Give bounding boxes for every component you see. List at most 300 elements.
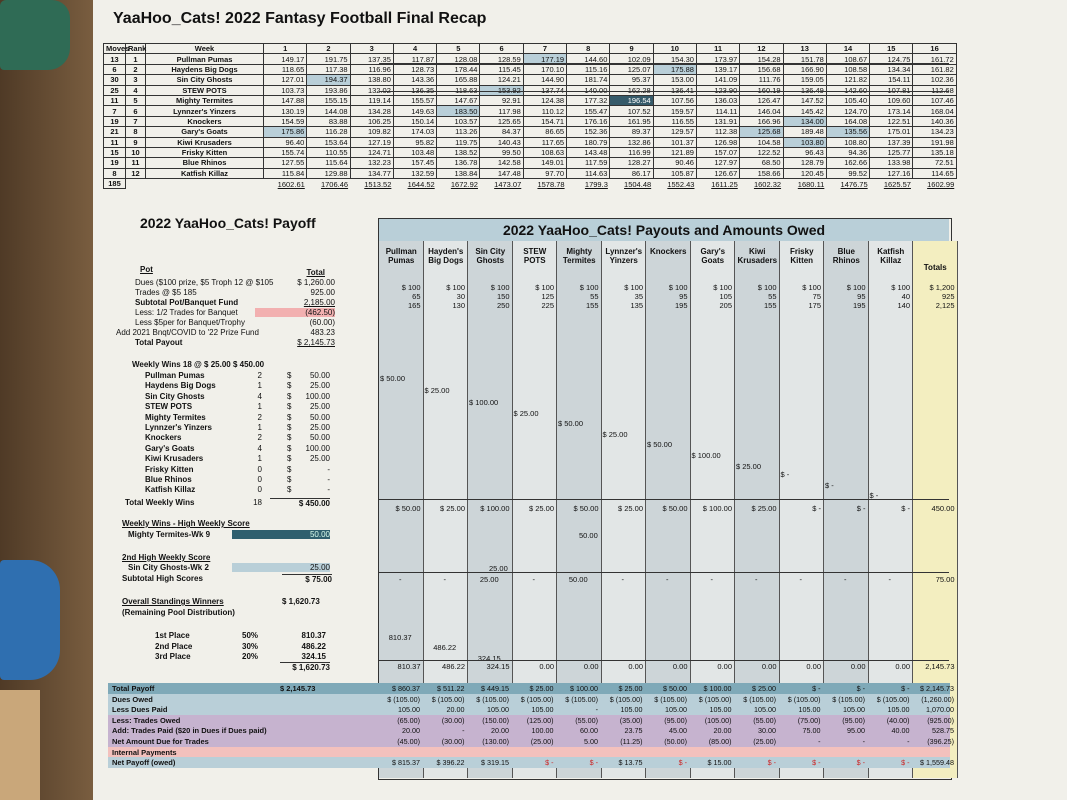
grid-cell: $ 100 (802, 283, 821, 292)
grid-rule (379, 572, 949, 573)
table-cell: 112.68 (913, 85, 956, 95)
grid-cell: - (710, 575, 713, 584)
summary-cell: (105.00) (704, 715, 732, 725)
table-cell: 121.82 (826, 75, 869, 85)
table-cell: 131.91 (696, 116, 739, 126)
table-cell: 144.90 (523, 75, 566, 85)
header-cell: 12 (740, 44, 783, 54)
text-line: $ 1,620.73 (280, 662, 330, 672)
header-cell: 16 (913, 44, 956, 54)
text-line: Subtotal High Scores (122, 574, 203, 583)
total-cell: 1799.3 (567, 179, 610, 189)
grid-cell: 30 (456, 292, 465, 301)
text-line: 25.00 (309, 423, 330, 432)
summary-cell: $ 1,559.48 (920, 758, 954, 768)
table-cell: 117.98 (480, 106, 523, 116)
table-cell: 141.09 (696, 75, 739, 85)
column-header: Sin City Ghosts (475, 247, 506, 265)
table-cell: 138.80 (350, 75, 393, 85)
total-cell: 1644.52 (393, 179, 436, 189)
table-row (104, 116, 957, 126)
text-line: Frisky Kitten (145, 464, 194, 474)
summary-cell: 105.00 (798, 705, 821, 715)
grid-cell: 50.00 (579, 531, 598, 540)
table-cell: 144.60 (567, 54, 610, 64)
summary-cell: 5.00 (584, 737, 598, 746)
table-cell: 122.51 (870, 116, 913, 126)
column-header: Mighty Termites (562, 247, 596, 265)
text-line: 2nd High Weekly Score (122, 553, 211, 562)
table-cell: 193.86 (307, 85, 350, 95)
text-line: 2 (257, 433, 262, 443)
text-line: Weekly Wins 18 @ $ 25.00 $ 450.00 (132, 360, 265, 369)
table-cell: 153.92 (480, 85, 523, 95)
table-cell: 96.40 (264, 137, 307, 147)
text-line: Sin City Ghosts (145, 391, 205, 401)
table-cell: 196.54 (610, 95, 653, 105)
summary-label: Less Dues Paid (112, 705, 168, 715)
table-cell: 162.66 (826, 158, 869, 168)
grid-cell: 95 (679, 292, 688, 301)
table-cell: 117.65 (523, 137, 566, 147)
summary-cell: $ 25.00 (752, 684, 776, 693)
total-cell: 1602.99 (913, 179, 956, 189)
table-cell: 138.52 (437, 147, 480, 157)
table-cell: 127.97 (696, 158, 739, 168)
summary-cell: 105.00 (487, 705, 509, 715)
table-cell: 109.82 (350, 127, 393, 137)
table-cell: 134.34 (870, 64, 913, 74)
total-cell: 1504.48 (610, 179, 653, 189)
table-cell: 155.57 (393, 95, 436, 105)
summary-cell: $ (105.00) (787, 694, 821, 704)
table-cell: 159.57 (653, 106, 696, 116)
summary-cell: $ - (812, 684, 821, 693)
summary-band (108, 747, 950, 758)
table-cell: 133.98 (870, 158, 913, 168)
table-cell: 7 (126, 116, 146, 126)
text-line: Pot (140, 265, 153, 274)
text-line: - (327, 485, 330, 495)
grid-cell: 324.15 (477, 654, 501, 663)
table-cell: 134.28 (350, 106, 393, 116)
total-payoff-amount: $ 2,145.73 (280, 684, 316, 693)
text-line: 50.00 (232, 530, 330, 539)
summary-cell: $ 25.00 (618, 684, 643, 693)
header-cell: 14 (826, 44, 869, 54)
table-cell: 194.37 (307, 75, 350, 85)
table-cell: 115.84 (264, 168, 307, 178)
text-line: 4 (257, 391, 262, 401)
grid-cell: $ 25.00 (602, 430, 628, 439)
text-line: STEW POTS (145, 402, 193, 412)
table-cell: 110.12 (523, 106, 566, 116)
table-cell: 155.15 (307, 95, 350, 105)
text-line: 100.00 (305, 443, 330, 453)
grid-cell: $ 100 (490, 283, 510, 292)
grid-cell: 195 (674, 301, 688, 310)
text-line: $ (287, 454, 292, 464)
text-line: $ (287, 371, 292, 380)
table-cell: 126.67 (696, 168, 739, 178)
summary-cell: 95.00 (847, 726, 865, 736)
puzzle-piece-blue (0, 560, 60, 680)
text-line: $ 75.00 (282, 574, 332, 584)
summary-cell: 105.00 (398, 705, 420, 715)
table-cell: 175.88 (653, 64, 696, 74)
table-cell: 146.04 (740, 106, 783, 116)
table-cell: 13 (104, 54, 126, 64)
summary-cell: $ - (901, 684, 910, 693)
grid-cell: 324.15 (486, 662, 510, 671)
desk-background (0, 0, 95, 800)
table-cell: 92.91 (480, 95, 523, 105)
grid-cell: 155 (763, 301, 777, 310)
text-line: $ (287, 475, 292, 484)
grid-cell: 250 (496, 301, 510, 310)
table-cell: 181.74 (567, 75, 610, 85)
header-cell: 13 (783, 44, 826, 54)
summary-cell: - (862, 737, 865, 746)
grid-cell: $ - (901, 504, 910, 513)
grid-cell: $ 25.00 (751, 504, 777, 513)
total-cell: 1602.32 (740, 179, 783, 189)
text-line: Less $5per for Banquet/Trophy (135, 318, 245, 327)
table-cell: 128.27 (610, 158, 653, 168)
total-cell: 1706.46 (307, 179, 350, 189)
summary-label: Internal Payments (112, 747, 177, 757)
standings-table (103, 43, 957, 189)
table-cell: 124.70 (826, 106, 869, 116)
grid-cell: - (666, 575, 669, 584)
table-cell: 166.90 (783, 64, 826, 74)
text-line: 324.15 (301, 652, 326, 661)
text-line: 1 (257, 402, 262, 412)
grid-cell: 175 (808, 301, 821, 310)
grid-cell: $ 100 (757, 283, 777, 292)
payouts-title: 2022 YaaHoo_Cats! Payouts and Amounts Owed (379, 219, 949, 242)
table-cell: 124.38 (523, 95, 566, 105)
table-cell: 136.78 (437, 158, 480, 168)
summary-cell: $ (105.00) (832, 694, 865, 704)
table-row (104, 137, 957, 147)
table-cell: 177.19 (523, 54, 566, 64)
summary-cell: $ 319.15 (481, 758, 509, 768)
text-line: 25.00 (232, 563, 330, 572)
table-cell: 164.08 (826, 116, 869, 126)
summary-cell: 105.00 (620, 705, 643, 715)
column-header: Blue Rhinos (832, 247, 860, 265)
table-cell: 12 (126, 168, 146, 178)
table-cell: 154.71 (523, 116, 566, 126)
table-cell: Gary's Goats (146, 127, 264, 137)
summary-cell: (150.00) (482, 715, 509, 725)
table-cell: 145.42 (783, 106, 826, 116)
table-cell: 105.40 (826, 95, 869, 105)
grid-cell: $ 1,200 (929, 283, 955, 292)
table-cell: 136.03 (696, 95, 739, 105)
table-cell: 116.28 (307, 127, 350, 137)
text-line: 50.00 (309, 433, 330, 443)
table-cell: 177.32 (567, 95, 610, 105)
table-cell: 144.08 (307, 106, 350, 116)
table-cell: 159.05 (783, 75, 826, 85)
table-cell: 173.97 (696, 54, 739, 64)
summary-cell: $ (105.00) (876, 694, 910, 704)
summary-cell: $ 860.37 (392, 684, 420, 693)
grid-cell: $ 100 (401, 283, 421, 292)
table-cell: 175.01 (870, 127, 913, 137)
summary-cell: - (907, 737, 910, 746)
header-cell: Moves (104, 44, 126, 54)
header-cell: 10 (653, 44, 696, 54)
text-line: 2 (257, 371, 262, 380)
table-cell: 189.48 (783, 127, 826, 137)
text-line: 25.00 (309, 402, 330, 412)
table-cell: 95.82 (393, 137, 436, 147)
table-cell: 135.18 (913, 147, 956, 157)
text-line: Gary's Goats (145, 443, 195, 453)
grid-cell: 2,125 (935, 301, 955, 310)
grid-cell: $ 100 (891, 283, 910, 292)
summary-cell: 105.00 (754, 705, 776, 715)
text-line: (60.00) (309, 318, 335, 327)
total-cell: 185 (104, 179, 126, 189)
table-cell: 155.74 (264, 147, 307, 157)
grid-cell: 0.00 (539, 662, 554, 671)
summary-cell: $ 100.00 (570, 684, 598, 693)
table-cell: Mighty Termites (146, 95, 264, 105)
table-cell: 173.14 (870, 106, 913, 116)
table-cell: 110.55 (307, 147, 350, 157)
table-cell: 117.87 (393, 54, 436, 64)
summary-cell: (65.00) (397, 715, 420, 725)
total-cell: 1578.78 (523, 179, 566, 189)
table-cell: 157.07 (696, 147, 739, 157)
summary-cell: $ (105.00) (431, 694, 465, 704)
grid-cell: $ 100 (535, 283, 554, 292)
header-cell: 15 (870, 44, 913, 54)
table-cell: 21 (104, 127, 126, 137)
text-line: Trades @ $5 185 (135, 288, 197, 297)
table-cell: STEW POTS (146, 85, 264, 95)
text-line: (462.50) (255, 308, 335, 317)
table-cell: 19 (104, 158, 126, 168)
summary-cell: $ - (545, 758, 554, 768)
table-cell: 119.75 (437, 137, 480, 147)
header-cell: 5 (437, 44, 480, 54)
text-line: 2,185.00 (303, 298, 335, 307)
header-cell: 11 (696, 44, 739, 54)
table-cell: 1 (126, 54, 146, 64)
grid-cell: - (888, 575, 891, 584)
table-cell: 153.64 (307, 137, 350, 147)
table-cell: 102.09 (610, 54, 653, 64)
summary-cell: (25.00) (530, 737, 554, 746)
grid-cell: $ 50.00 (662, 504, 688, 513)
summary-cell: 30.00 (758, 726, 776, 736)
table-cell: 128.79 (783, 158, 826, 168)
table-cell: 161.95 (610, 116, 653, 126)
text-line: - (327, 475, 330, 484)
table-cell: 89.37 (610, 127, 653, 137)
table-cell: 132.59 (393, 168, 436, 178)
grid-cell: 150 (496, 292, 510, 301)
grid-cell: $ - (856, 504, 866, 513)
text-line: 1 (257, 454, 262, 464)
table-cell: 112.38 (696, 127, 739, 137)
summary-cell: (130.00) (482, 737, 509, 746)
summary-cell: (925.00) (927, 715, 954, 725)
column-header: Knockers (650, 247, 687, 256)
table-cell: 11 (104, 95, 126, 105)
text-line: Lynnzer's Yinzers (145, 423, 212, 432)
total-cell: 1611.25 (696, 179, 739, 189)
summary-cell: 20.00 (713, 726, 732, 736)
text-line: Kiwi Krusaders (145, 454, 204, 464)
grid-cell: $ - (812, 504, 821, 513)
table-cell: 166.96 (740, 116, 783, 126)
grid-cell: $ 25.00 (424, 386, 450, 395)
table-row (104, 106, 957, 116)
summary-cell: (11.25) (620, 737, 643, 746)
table-cell: 8 (104, 168, 126, 178)
grid-cell: 25.00 (489, 564, 508, 573)
summary-cell: 1,070.00 (926, 705, 954, 715)
table-row (104, 158, 957, 168)
text-line: 50.00 (309, 371, 330, 380)
table-cell: 137.39 (870, 137, 913, 147)
text-line: - (327, 464, 330, 474)
grid-rule (379, 63, 949, 64)
summary-label: Dues Owed (112, 694, 153, 704)
grid-cell: - (399, 575, 402, 584)
total-cell: 1513.52 (350, 179, 393, 189)
summary-cell: 23.75 (624, 726, 643, 736)
table-cell: 114.11 (696, 106, 739, 116)
table-cell: 107.52 (610, 106, 653, 116)
table-cell: 4 (126, 85, 146, 95)
grid-cell: 130 (452, 301, 465, 310)
grid-cell: 135 (630, 301, 643, 310)
table-cell: 153.00 (653, 75, 696, 85)
text-line: Overall Standings Winners (122, 597, 224, 606)
table-row (104, 168, 957, 178)
table-cell: 108.58 (826, 64, 869, 74)
table-cell: 101.37 (653, 137, 696, 147)
table-cell: 137.35 (350, 54, 393, 64)
grid-cell: $ 25.00 (528, 504, 554, 513)
grid-cell: $ 100 (713, 283, 732, 292)
grid-cell: 810.37 (388, 633, 412, 642)
table-cell: 130.19 (264, 106, 307, 116)
table-cell: 90.46 (653, 158, 696, 168)
grid-cell: 140 (897, 301, 910, 310)
table-row (104, 75, 957, 85)
text-line: (Remaining Pool Distribution) (122, 608, 235, 617)
text-line: 1st Place (155, 631, 190, 640)
summary-cell: (45.00) (397, 737, 420, 746)
summary-cell: $ 449.15 (481, 684, 509, 693)
grid-cell: $ 100.00 (691, 451, 721, 460)
column-header: Kiwi Krusaders (737, 247, 778, 265)
table-cell: 147.67 (437, 95, 480, 105)
table-cell: 10 (126, 147, 146, 157)
header-cell: 1 (264, 44, 307, 54)
summary-cell: (75.00) (797, 715, 821, 725)
table-cell: 125.77 (870, 147, 913, 157)
table-cell: 117.59 (567, 158, 610, 168)
text-line: 25.00 (309, 454, 330, 464)
grid-cell: 225 (541, 301, 554, 310)
table-cell: 127.55 (264, 158, 307, 168)
summary-cell: $ (105.00) (520, 694, 554, 704)
table-cell: 103.57 (437, 116, 480, 126)
column-header: Lynnzer's Yinzers (605, 247, 643, 265)
table-cell: 135.56 (826, 127, 869, 137)
summary-cell: $ 2,145.73 (920, 684, 954, 693)
column-header: Frisky Kitten (789, 247, 814, 265)
table-cell: 156.68 (740, 64, 783, 74)
table-cell: 7 (104, 106, 126, 116)
total-cell: 1473.07 (480, 179, 523, 189)
table-cell: 127.16 (870, 168, 913, 178)
table-cell: 103.80 (783, 137, 826, 147)
table-cell: 120.45 (783, 168, 826, 178)
table-cell: 97.70 (523, 168, 566, 178)
table-row (104, 95, 957, 105)
summary-cell: 528.75 (932, 726, 954, 736)
grid-cell: 40 (901, 292, 910, 301)
table-cell: 108.63 (523, 147, 566, 157)
summary-cell: (85.00) (708, 737, 732, 746)
text-line: Total Weekly Wins (125, 498, 195, 507)
grid-cell: $ 100.00 (469, 398, 499, 407)
totals-row (104, 179, 957, 189)
table-cell: 178.44 (437, 64, 480, 74)
text-line: 100.00 (305, 391, 330, 401)
text-line: $ (287, 464, 292, 474)
summary-cell: $ (105.00) (476, 694, 509, 704)
grid-rule (379, 91, 949, 92)
table-cell: 154.30 (653, 54, 696, 64)
grid-cell: 50.00 (568, 575, 588, 584)
summary-label: Add: Trades Paid ($20 in Dues if Dues paid) (112, 726, 267, 736)
text-line: Less: 1/2 Trades for Banquet (135, 308, 238, 317)
table-cell: 140.36 (913, 116, 956, 126)
table-cell: 152.36 (567, 127, 610, 137)
table-cell: 117.38 (307, 64, 350, 74)
summary-cell: $ - (812, 758, 821, 768)
summary-label: Net Payoff (owed) (112, 758, 176, 768)
table-cell: 149.17 (264, 54, 307, 64)
table-cell: 155.47 (567, 106, 610, 116)
table-cell: 170.10 (523, 64, 566, 74)
text-line: Pullman Pumas (145, 371, 205, 380)
table-cell: 129.88 (307, 168, 350, 178)
table-cell: 140.00 (567, 85, 610, 95)
header-cell: Week (146, 44, 264, 54)
grid-cell: 0.00 (895, 662, 910, 671)
table-cell: 114.65 (913, 168, 956, 178)
text-line: $ 2,145.73 (297, 338, 335, 347)
summary-cell: $ 815.37 (392, 758, 420, 768)
text-line: $ (287, 485, 292, 495)
text-line: 50.00 (309, 412, 330, 422)
summary-cell: (125.00) (526, 715, 554, 725)
table-cell: Blue Rhinos (146, 158, 264, 168)
summary-cell: $ (105.00) (387, 694, 420, 704)
